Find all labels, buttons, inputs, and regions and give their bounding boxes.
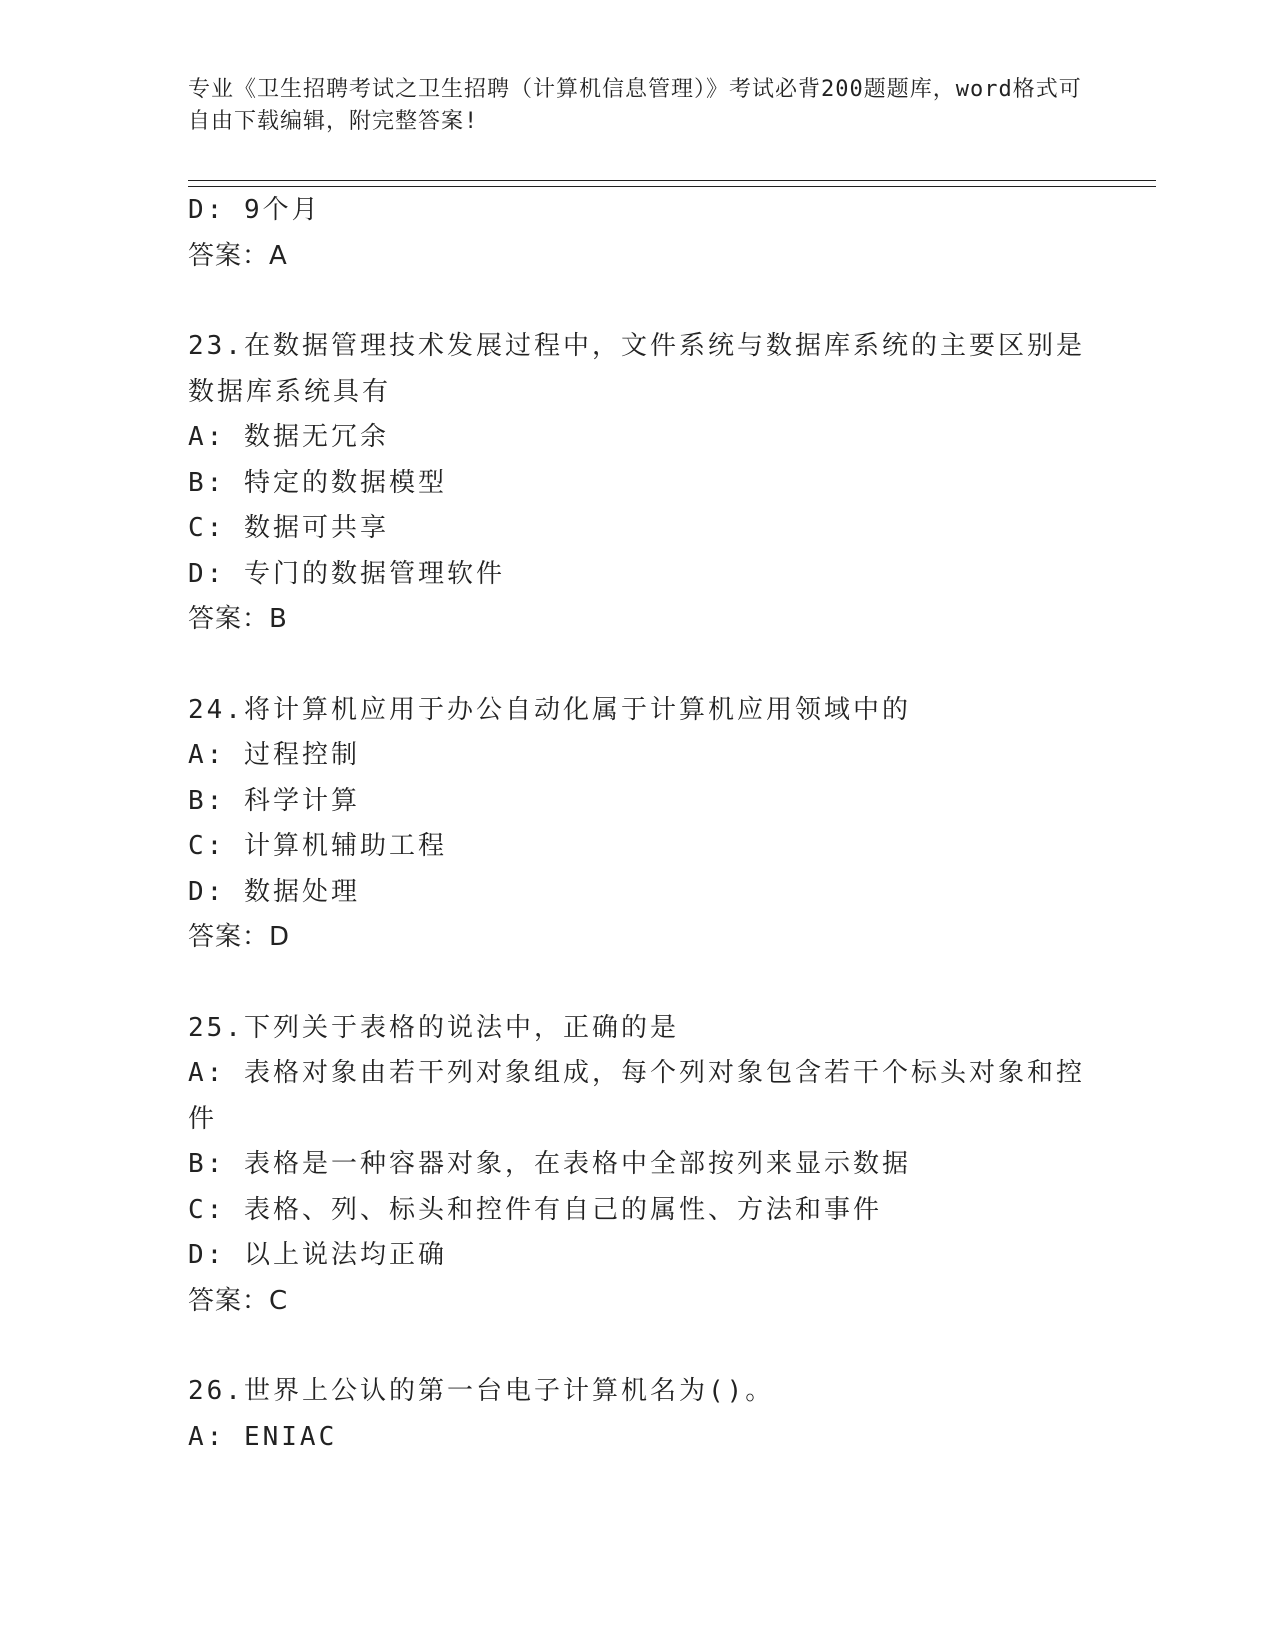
question-stem: 25.下列关于表格的说法中，正确的是 — [188, 1012, 679, 1043]
option-a: A: ENIAC — [188, 1421, 338, 1452]
question-stem: 23.在数据管理技术发展过程中，文件系统与数据库系统的主要区别是数据库系统具有 — [188, 331, 1085, 407]
option-a: A: 过程控制 — [188, 740, 360, 770]
option-c: C: 数据可共享 — [188, 513, 389, 543]
question-24 — [188, 688, 1088, 961]
option-b: B: 科学计算 — [188, 785, 360, 816]
option-a: A: 表格对象由若干列对象组成，每个列对象包含若干个标头对象和控件 — [188, 1058, 1085, 1134]
spacer — [188, 279, 1088, 324]
question-25 — [188, 1006, 1088, 1325]
question-26 — [188, 1369, 1088, 1460]
spacer — [188, 1324, 1088, 1369]
option-a: A: 数据无冗余 — [188, 422, 389, 452]
question-stem: 26.世界上公认的第一台电子计算机名为()。 — [188, 1376, 775, 1406]
question-stem: 24.将计算机应用于办公自动化属于计算机应用领域中的 — [188, 694, 911, 725]
option-b: B: 表格是一种容器对象，在表格中全部按列来显示数据 — [188, 1149, 911, 1179]
prev-option-d: D: 9个月 — [188, 195, 321, 225]
document-header: 专业《卫生招聘考试之卫生招聘（计算机信息管理）》考试必背200题题库，word格式可自由下载编辑，附完整答案! — [188, 77, 1082, 134]
option-d: D: 以上说法均正确 — [188, 1240, 447, 1270]
option-b: B: 特定的数据模型 — [188, 467, 447, 498]
answer: 答案：C — [188, 1285, 289, 1316]
option-d: D: 数据处理 — [188, 876, 360, 907]
option-d: D: 专门的数据管理软件 — [188, 558, 505, 589]
header-divider — [188, 180, 1156, 187]
spacer — [188, 961, 1088, 1006]
prev-answer: 答案：A — [188, 240, 288, 271]
answer: 答案：B — [188, 604, 288, 634]
question-list — [188, 188, 1088, 1460]
answer: 答案：D — [188, 922, 291, 952]
question-23 — [188, 324, 1088, 643]
option-c: C: 计算机辅助工程 — [188, 831, 447, 861]
spacer — [188, 643, 1088, 688]
option-c: C: 表格、列、标头和控件有自己的属性、方法和事件 — [188, 1194, 882, 1225]
